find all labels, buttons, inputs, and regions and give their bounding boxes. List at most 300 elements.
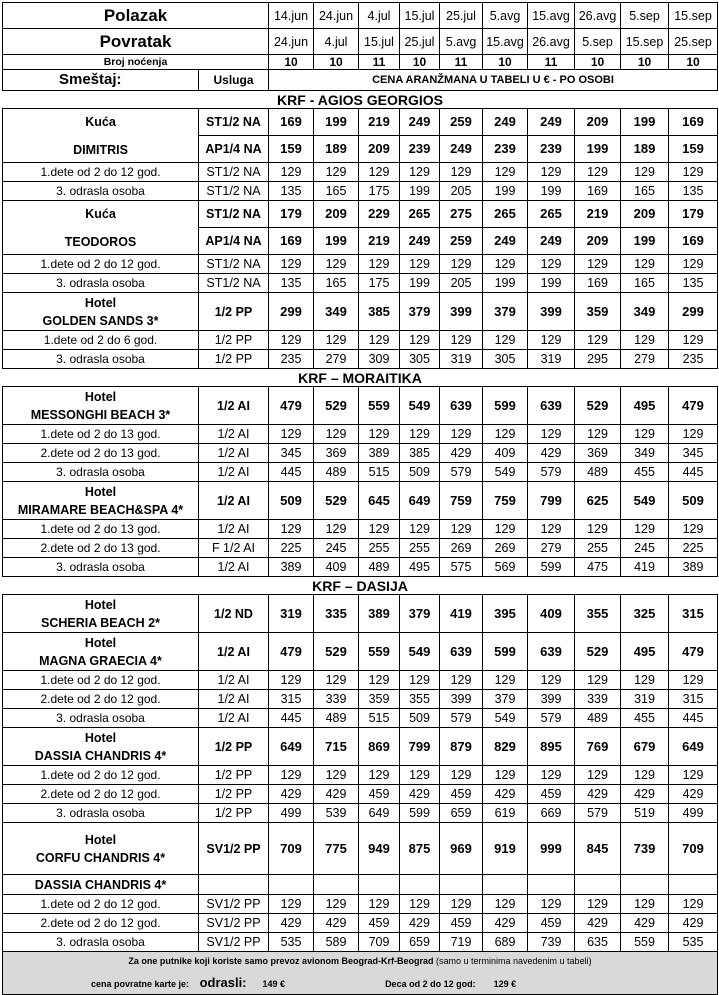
accommodation-name	[3, 482, 199, 520]
price-cell: 719	[440, 933, 483, 952]
price-cell: 419	[621, 558, 669, 577]
accommodation-type: Hotel	[84, 389, 117, 404]
price-cell: 129	[440, 895, 483, 914]
price-cell: 165	[314, 182, 359, 201]
price-cell: 129	[528, 766, 575, 785]
service-type: 1/2 AI	[199, 444, 269, 463]
price-cell: 129	[440, 766, 483, 785]
empty-cell	[269, 875, 314, 895]
price-cell: 399	[440, 293, 483, 331]
price-cell: 255	[400, 539, 440, 558]
price-cell: 129	[359, 895, 400, 914]
price-cell: 129	[575, 163, 621, 182]
return-ticket-prices	[3, 976, 717, 991]
price-cell: 759	[483, 482, 528, 520]
price-cell: 419	[440, 595, 483, 633]
price-cell: 549	[400, 387, 440, 425]
price-cell: 345	[269, 444, 314, 463]
departure-date: 14.jun	[269, 3, 314, 29]
footer-note	[3, 952, 718, 995]
departure-date: 5.sep	[621, 3, 669, 29]
extra-price-row	[3, 895, 718, 914]
price-cell: 255	[359, 539, 400, 558]
price-cell: 715	[314, 728, 359, 766]
region-title: KRF – DASIJA	[3, 577, 718, 595]
price-cell: 649	[400, 482, 440, 520]
price-cell: 489	[575, 709, 621, 728]
price-cell: 479	[669, 633, 718, 671]
price-cell: 599	[483, 387, 528, 425]
price-cell: 129	[269, 766, 314, 785]
price-cell: 489	[314, 463, 359, 482]
price-cell: 445	[669, 463, 718, 482]
service-type: 1/2 AI	[199, 633, 269, 671]
price-cell: 549	[621, 482, 669, 520]
departure-date: 15.sep	[669, 3, 718, 29]
price-cell: 129	[621, 425, 669, 444]
price-cell: 269	[440, 539, 483, 558]
price-cell: 129	[314, 520, 359, 539]
price-cell: 275	[440, 201, 483, 228]
price-cell: 189	[314, 136, 359, 163]
price-cell: 189	[621, 136, 669, 163]
price-cell: 129	[440, 163, 483, 182]
price-cell: 129	[669, 520, 718, 539]
price-cell: 129	[483, 163, 528, 182]
price-cell: 129	[269, 895, 314, 914]
price-cell: 165	[621, 182, 669, 201]
empty-cell	[528, 875, 575, 895]
price-cell: 129	[269, 520, 314, 539]
guest-category: 1.dete od 2 do 12 god.	[3, 163, 199, 182]
price-cell: 129	[621, 895, 669, 914]
service-type: 1/2 AI	[199, 482, 269, 520]
price-cell: 129	[483, 520, 528, 539]
price-cell: 495	[621, 387, 669, 425]
accommodation-type: Hotel	[84, 730, 117, 745]
guest-category: 3. odrasla osoba	[3, 933, 199, 952]
extra-price-row	[3, 914, 718, 933]
extra-price-row	[3, 933, 718, 952]
price-cell: 355	[400, 690, 440, 709]
price-cell: 209	[575, 228, 621, 255]
guest-category: 3. odrasla osoba	[3, 558, 199, 577]
price-cell: 129	[400, 425, 440, 444]
price-cell: 239	[528, 136, 575, 163]
price-cell: 199	[314, 228, 359, 255]
price-cell: 245	[314, 539, 359, 558]
price-cell: 535	[669, 933, 718, 952]
price-cell: 129	[314, 255, 359, 274]
service-type: ST1/2 NA	[199, 274, 269, 293]
guest-category: 1.dete od 2 do 12 god.	[3, 671, 199, 690]
price-cell: 445	[269, 709, 314, 728]
empty-cell	[575, 875, 621, 895]
price-cell: 529	[575, 387, 621, 425]
return-label: Povratak	[3, 29, 269, 55]
price-cell: 129	[400, 520, 440, 539]
return-date: 5.sep	[575, 29, 621, 55]
service-type: 1/2 AI	[199, 387, 269, 425]
price-cell: 129	[440, 671, 483, 690]
departure-date: 4.jul	[359, 3, 400, 29]
price-cell: 129	[359, 425, 400, 444]
price-cell: 129	[359, 520, 400, 539]
price-cell: 389	[359, 444, 400, 463]
main-price-row	[3, 293, 718, 331]
price-cell: 129	[669, 671, 718, 690]
price-cell: 245	[621, 539, 669, 558]
price-cell: 579	[528, 709, 575, 728]
nights-label: Broj noćenja	[3, 55, 269, 70]
price-cell: 319	[269, 595, 314, 633]
price-cell: 499	[669, 804, 718, 823]
price-cell: 315	[269, 690, 314, 709]
departure-date: 25.jul	[440, 3, 483, 29]
price-cell: 579	[575, 804, 621, 823]
price-cell: 455	[621, 709, 669, 728]
extra-price-row	[3, 182, 718, 201]
service-type: 1/2 AI	[199, 709, 269, 728]
region-row	[3, 91, 718, 109]
price-cell: 129	[483, 671, 528, 690]
extra-price-row	[3, 425, 718, 444]
main-price-row	[3, 201, 718, 228]
price-cell: 429	[314, 785, 359, 804]
return-date: 26.avg	[528, 29, 575, 55]
return-ticket-label: cena povratne karte je:	[91, 979, 190, 989]
price-cell: 459	[528, 914, 575, 933]
price-cell: 489	[575, 463, 621, 482]
price-cell: 229	[359, 201, 400, 228]
price-cell: 409	[528, 595, 575, 633]
main-price-row	[3, 109, 718, 136]
price-cell: 165	[621, 274, 669, 293]
price-cell: 429	[269, 785, 314, 804]
price-cell: 209	[621, 201, 669, 228]
accommodation-type: Kuća	[85, 114, 116, 129]
price-cell: 619	[483, 804, 528, 823]
price-cell: 249	[440, 136, 483, 163]
price-cell: 429	[483, 785, 528, 804]
price-cell: 799	[400, 728, 440, 766]
price-cell: 129	[621, 766, 669, 785]
service-type: AP1/4 NA	[199, 228, 269, 255]
price-cell: 299	[269, 293, 314, 331]
guest-category: 1.dete od 2 do 12 god.	[3, 255, 199, 274]
adults-price: 149 €	[262, 979, 286, 989]
nights-count: 10	[669, 55, 718, 70]
price-cell: 875	[400, 823, 440, 875]
price-cell: 199	[483, 274, 528, 293]
price-cell: 759	[440, 482, 483, 520]
service-type: SV1/2 PP	[199, 933, 269, 952]
price-cell: 129	[400, 331, 440, 350]
region-row	[3, 577, 718, 595]
return-date: 25.sep	[669, 29, 718, 55]
departure-date: 26.avg	[575, 3, 621, 29]
price-cell: 599	[400, 804, 440, 823]
price-cell: 429	[440, 444, 483, 463]
nights-count: 10	[483, 55, 528, 70]
price-cell: 129	[483, 766, 528, 785]
price-cell: 129	[621, 163, 669, 182]
price-cell: 129	[483, 331, 528, 350]
price-cell: 409	[483, 444, 528, 463]
price-cell: 199	[528, 274, 575, 293]
price-cell: 129	[575, 425, 621, 444]
service-type: 1/2 ND	[199, 595, 269, 633]
service-type: SV1/2 PP	[199, 823, 269, 875]
price-cell: 575	[440, 558, 483, 577]
price-cell: 539	[314, 804, 359, 823]
price-cell: 315	[669, 690, 718, 709]
price-cell: 175	[359, 182, 400, 201]
price-cell: 239	[483, 136, 528, 163]
price-cell: 845	[575, 823, 621, 875]
price-cell: 479	[269, 387, 314, 425]
price-cell: 869	[359, 728, 400, 766]
return-row	[3, 29, 718, 55]
price-cell: 515	[359, 709, 400, 728]
accommodation-type: Hotel	[84, 597, 117, 612]
price-cell: 969	[440, 823, 483, 875]
accommodation-type: Hotel	[84, 832, 117, 847]
empty-cell	[199, 875, 269, 895]
price-cell: 429	[669, 785, 718, 804]
accommodation-type: Hotel	[84, 484, 117, 499]
price-cell: 775	[314, 823, 359, 875]
price-cell: 799	[528, 482, 575, 520]
price-cell: 129	[359, 331, 400, 350]
price-cell: 169	[575, 274, 621, 293]
price-cell: 529	[314, 633, 359, 671]
price-cell: 739	[621, 823, 669, 875]
price-cell: 209	[359, 136, 400, 163]
price-cell: 129	[575, 766, 621, 785]
price-cell: 429	[400, 914, 440, 933]
price-cell: 429	[669, 914, 718, 933]
price-cell: 305	[400, 350, 440, 369]
accommodation-title: MAGNA GRAECIA 4*	[39, 653, 162, 668]
guest-category: 2.dete od 2 do 13 god.	[3, 444, 199, 463]
accommodation-name	[3, 823, 199, 875]
accommodation-name	[3, 109, 199, 163]
price-cell: 129	[528, 331, 575, 350]
service-type: 1/2 PP	[199, 293, 269, 331]
price-cell: 639	[528, 387, 575, 425]
accommodation-type: Hotel	[84, 295, 117, 310]
accommodation-type: Hotel	[84, 635, 117, 650]
price-cell: 459	[440, 914, 483, 933]
price-cell: 509	[400, 709, 440, 728]
price-cell: 129	[669, 766, 718, 785]
price-cell: 429	[621, 785, 669, 804]
price-cell: 239	[400, 136, 440, 163]
main-price-row	[3, 595, 718, 633]
guest-category: 1.dete od 2 do 6 god.	[3, 331, 199, 350]
price-cell: 709	[669, 823, 718, 875]
price-cell: 599	[483, 633, 528, 671]
price-cell: 129	[669, 425, 718, 444]
region-row	[3, 369, 718, 387]
price-cell: 129	[440, 331, 483, 350]
price-cell: 315	[669, 595, 718, 633]
price-cell: 949	[359, 823, 400, 875]
price-cell: 489	[314, 709, 359, 728]
price-cell: 199	[400, 274, 440, 293]
departure-date: 5.avg	[483, 3, 528, 29]
price-cell: 639	[528, 633, 575, 671]
price-cell: 249	[528, 228, 575, 255]
region-title: KRF – MORAITIKA	[3, 369, 718, 387]
extra-price-row	[3, 690, 718, 709]
return-date: 5.avg	[440, 29, 483, 55]
price-cell: 499	[269, 804, 314, 823]
price-cell: 129	[269, 331, 314, 350]
footer-content	[3, 952, 717, 994]
price-cell: 219	[359, 109, 400, 136]
price-cell: 829	[483, 728, 528, 766]
column-header-row	[3, 70, 718, 91]
price-cell: 389	[669, 558, 718, 577]
price-cell: 249	[400, 228, 440, 255]
service-type: ST1/2 NA	[199, 255, 269, 274]
price-cell: 129	[400, 766, 440, 785]
price-cell: 169	[669, 109, 718, 136]
extra-price-row	[3, 331, 718, 350]
price-cell: 249	[483, 109, 528, 136]
price-cell: 129	[483, 425, 528, 444]
guest-category: 3. odrasla osoba	[3, 463, 199, 482]
nights-count: 11	[528, 55, 575, 70]
footer-row	[3, 952, 718, 995]
price-cell: 135	[269, 274, 314, 293]
price-cell: 549	[483, 463, 528, 482]
price-cell: 649	[669, 728, 718, 766]
accommodation-title: DASSIA CHANDRIS 4*	[34, 748, 167, 763]
extra-price-row	[3, 350, 718, 369]
nights-row	[3, 55, 718, 70]
price-cell: 459	[528, 785, 575, 804]
price-cell: 199	[400, 182, 440, 201]
price-cell: 129	[528, 163, 575, 182]
main-price-row	[3, 728, 718, 766]
price-cell: 399	[528, 293, 575, 331]
price-cell: 429	[269, 914, 314, 933]
guest-category: 1.dete od 2 do 13 god.	[3, 520, 199, 539]
price-cell: 219	[575, 201, 621, 228]
service-type: 1/2 PP	[199, 350, 269, 369]
price-cell: 445	[269, 463, 314, 482]
price-cell: 129	[621, 331, 669, 350]
nights-count: 10	[575, 55, 621, 70]
price-cell: 255	[575, 539, 621, 558]
price-cell: 205	[440, 182, 483, 201]
guest-category: 1.dete od 2 do 12 god.	[3, 895, 199, 914]
price-cell: 559	[621, 933, 669, 952]
guest-category: 3. odrasla osoba	[3, 350, 199, 369]
price-cell: 649	[359, 804, 400, 823]
price-cell: 429	[400, 785, 440, 804]
price-cell: 535	[269, 933, 314, 952]
price-cell: 455	[621, 463, 669, 482]
region-title: KRF - AGIOS GEORGIOS	[3, 91, 718, 109]
price-cell: 129	[621, 671, 669, 690]
guest-category: 2.dete od 2 do 12 god.	[3, 914, 199, 933]
price-cell: 879	[440, 728, 483, 766]
nights-count: 10	[400, 55, 440, 70]
price-cell: 339	[575, 690, 621, 709]
return-date: 15.avg	[483, 29, 528, 55]
nights-count: 11	[359, 55, 400, 70]
departure-row	[3, 3, 718, 29]
accommodation-name	[3, 201, 199, 255]
price-cell: 379	[483, 293, 528, 331]
price-cell: 159	[269, 136, 314, 163]
price-cell: 179	[269, 201, 314, 228]
accommodation-title: DIMITRIS	[73, 142, 128, 157]
price-cell: 355	[575, 595, 621, 633]
price-cell: 299	[669, 293, 718, 331]
accommodation-title: TEODOROS	[64, 234, 137, 249]
price-cell: 509	[269, 482, 314, 520]
price-cell: 129	[314, 425, 359, 444]
price-cell: 259	[440, 109, 483, 136]
price-cell: 495	[621, 633, 669, 671]
price-cell: 769	[575, 728, 621, 766]
price-cell: 549	[483, 709, 528, 728]
service-type: 1/2 PP	[199, 804, 269, 823]
guest-category: 2.dete od 2 do 12 god.	[3, 785, 199, 804]
service-type: F 1/2 AI	[199, 539, 269, 558]
price-cell: 269	[483, 539, 528, 558]
price-cell: 459	[359, 785, 400, 804]
price-cell: 639	[440, 633, 483, 671]
departure-date: 24.jun	[314, 3, 359, 29]
price-cell: 235	[269, 350, 314, 369]
price-cell: 129	[669, 255, 718, 274]
price-cell: 529	[575, 633, 621, 671]
price-cell: 199	[621, 228, 669, 255]
price-cell: 249	[400, 109, 440, 136]
price-cell: 669	[528, 804, 575, 823]
service-type: SV1/2 PP	[199, 914, 269, 933]
price-cell: 429	[483, 914, 528, 933]
extra-price-row	[3, 463, 718, 482]
price-cell: 389	[359, 595, 400, 633]
main-price-row	[3, 387, 718, 425]
price-cell: 529	[314, 387, 359, 425]
price-cell: 479	[669, 387, 718, 425]
price-cell: 895	[528, 728, 575, 766]
price-cell: 265	[528, 201, 575, 228]
price-cell: 129	[400, 255, 440, 274]
price-cell: 445	[669, 709, 718, 728]
price-cell: 199	[528, 182, 575, 201]
price-cell: 349	[621, 293, 669, 331]
price-cell: 309	[359, 350, 400, 369]
main-price-row	[3, 482, 718, 520]
price-cell: 129	[483, 895, 528, 914]
extra-price-row	[3, 558, 718, 577]
accommodation-name	[3, 728, 199, 766]
price-cell: 279	[314, 350, 359, 369]
empty-cell	[359, 875, 400, 895]
price-cell: 319	[528, 350, 575, 369]
price-cell: 169	[669, 228, 718, 255]
flight-only-text: Za one putnike koji koriste samo prevoz avionom Beograd-Krf-Beograd	[128, 956, 434, 966]
